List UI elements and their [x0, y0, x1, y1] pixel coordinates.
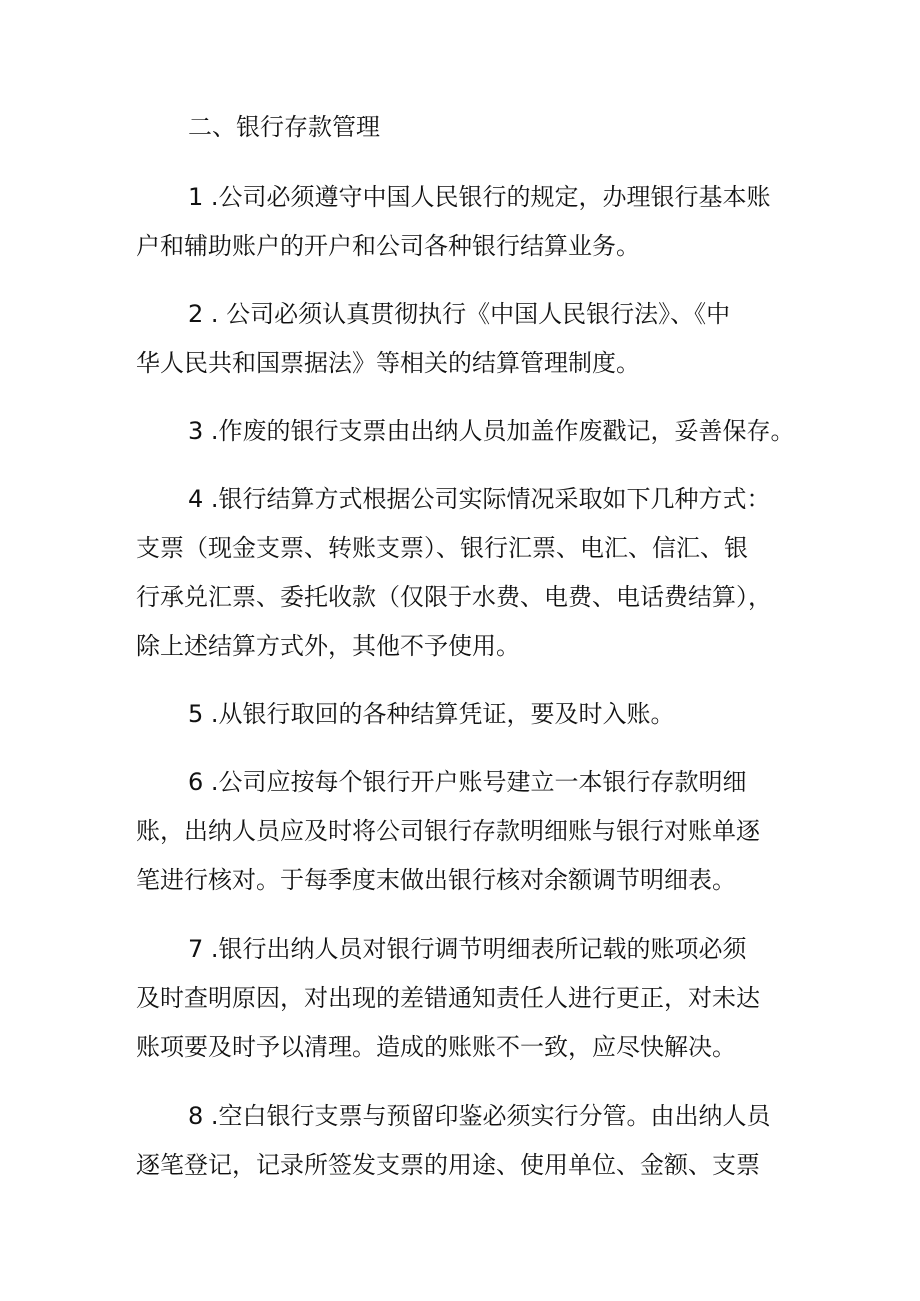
- paragraph-2-line-1: 2 . 公司必须认真贯彻执行《中国人民银行法》、《中: [188, 300, 731, 328]
- paragraph-4-line-1: 4 .银行结算方式根据公司实际情况采取如下几种方式：: [188, 485, 771, 513]
- section-heading: 二、银行存款管理: [188, 113, 380, 141]
- paragraph-4-line-4: 除上述结算方式外，其他不予使用。: [136, 632, 520, 660]
- paragraph-4-line-3: 行承兑汇票、委托收款（仅限于水费、电费、电话费结算），: [136, 583, 772, 611]
- paragraph-6-line-1: 6 .公司应按每个银行开户账号建立一本银行存款明细: [188, 768, 747, 796]
- paragraph-8-line-2: 逐笔登记，记录所签发支票的用途、使用单位、金额、支票: [136, 1151, 760, 1179]
- paragraph-6-line-3: 笔进行核对。于每季度末做出银行核对余额调节明细表。: [136, 866, 736, 894]
- paragraph-5-line-1: 5 .从银行取回的各种结算凭证，要及时入账。: [188, 700, 675, 728]
- paragraph-7-line-3: 账项要及时予以清理。造成的账账不一致，应尽快解决。: [136, 1033, 736, 1061]
- paragraph-4-line-2: 支票（现金支票、转账支票）、银行汇票、电汇、信汇、银: [136, 534, 748, 562]
- paragraph-7-line-2: 及时查明原因，对出现的差错通知责任人进行更正，对未达: [136, 984, 760, 1012]
- paragraph-6-line-2: 账，出纳人员应及时将公司银行存款明细账与银行对账单逐: [136, 817, 760, 845]
- paragraph-2-line-2: 华人民共和国票据法》等相关的结算管理制度。: [136, 349, 640, 377]
- paragraph-3-line-1: 3 .作废的银行支票由出纳人员加盖作废戳记，妥善保存。: [188, 417, 795, 445]
- paragraph-7-line-1: 7 .银行出纳人员对银行调节明细表所记载的账项必须: [188, 935, 747, 963]
- paragraph-1-line-1: 1 .公司必须遵守中国人民银行的规定，办理银行基本账: [188, 183, 771, 211]
- paragraph-1-line-2: 户和辅助账户的开户和公司各种银行结算业务。: [136, 232, 640, 260]
- paragraph-8-line-1: 8 .空白银行支票与预留印鉴必须实行分管。由出纳人员: [188, 1102, 771, 1130]
